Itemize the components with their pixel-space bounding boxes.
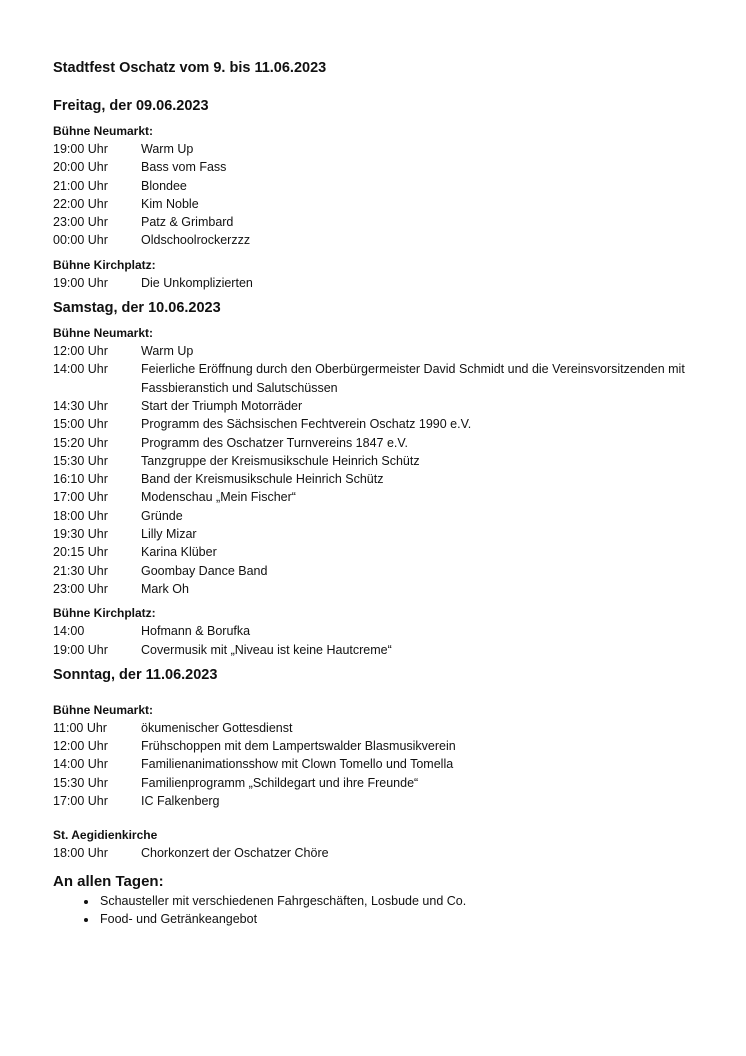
event-description: Modenschau „Mein Fischer“ bbox=[141, 490, 296, 505]
event-row bbox=[53, 737, 713, 755]
event-row bbox=[53, 140, 713, 158]
spacer bbox=[53, 817, 713, 827]
event-row bbox=[53, 195, 713, 213]
event-time: 15:20 Uhr bbox=[53, 435, 108, 450]
event-row bbox=[53, 562, 713, 580]
stage-block bbox=[53, 123, 713, 250]
event-row bbox=[53, 177, 713, 195]
event-time: 14:00 Uhr bbox=[53, 757, 108, 772]
event-time: 21:30 Uhr bbox=[53, 563, 108, 578]
event-time: 21:00 Uhr bbox=[53, 178, 108, 193]
event-time: 22:00 Uhr bbox=[53, 196, 108, 211]
event-time: 23:00 Uhr bbox=[53, 581, 108, 596]
event-description: Gründe bbox=[141, 508, 183, 523]
event-time: 19:00 Uhr bbox=[53, 275, 108, 290]
event-row bbox=[53, 488, 713, 506]
event-description: Patz & Grimbard bbox=[141, 215, 234, 230]
event-time: 20:15 Uhr bbox=[53, 545, 108, 560]
event-time: 23:00 Uhr bbox=[53, 215, 108, 230]
event-description: Band der Kreismusikschule Heinrich Schütz bbox=[141, 472, 384, 487]
stage-name: St. Aegidienkirche bbox=[53, 828, 158, 843]
event-row bbox=[53, 415, 713, 433]
event-row bbox=[53, 622, 713, 640]
event-row bbox=[53, 719, 713, 737]
event-time: 11:00 Uhr bbox=[53, 720, 107, 735]
event-row bbox=[53, 434, 713, 452]
event-row bbox=[53, 470, 713, 488]
event-description: Warm Up bbox=[141, 142, 194, 156]
event-row bbox=[53, 360, 713, 397]
event-time: 18:00 Uhr bbox=[53, 846, 108, 861]
event-row bbox=[53, 507, 713, 525]
event-description: Familienprogramm „Schildegart und ihre Freunde“ bbox=[141, 775, 419, 790]
event-time: 14:00 Uhr bbox=[53, 362, 108, 377]
spacer bbox=[53, 692, 713, 702]
event-row bbox=[53, 397, 713, 415]
event-row bbox=[53, 792, 713, 810]
document-page bbox=[53, 50, 713, 928]
day-heading: Freitag, der 09.06.2023 bbox=[53, 98, 209, 114]
event-row bbox=[53, 231, 713, 249]
event-row bbox=[53, 844, 713, 862]
stage-name: Bühne Kirchplatz: bbox=[53, 257, 156, 272]
event-description: Warm Up bbox=[141, 344, 194, 359]
event-time: 15:00 Uhr bbox=[53, 417, 108, 432]
event-time: 17:00 Uhr bbox=[53, 490, 108, 505]
event-description: Hofmann & Borufka bbox=[141, 624, 251, 639]
stage-name: Bühne Neumarkt: bbox=[53, 124, 154, 138]
event-time: 19:00 Uhr bbox=[53, 642, 108, 657]
event-time: 18:00 Uhr bbox=[53, 508, 108, 523]
event-row bbox=[53, 580, 713, 598]
event-description: Feierliche Eröffnung durch den Oberbürgermeister David Schmidt und die Vereinsvorsitzenden mit Fassbieranstich und Salutschüssen bbox=[141, 362, 685, 395]
event-row bbox=[53, 158, 713, 176]
event-time: 17:00 Uhr bbox=[53, 794, 108, 809]
event-time: 12:00 Uhr bbox=[53, 344, 108, 359]
event-description: Blondee bbox=[141, 178, 187, 193]
event-time: 19:00 Uhr bbox=[53, 142, 108, 156]
stage-name: Bühne Kirchplatz: bbox=[53, 606, 156, 621]
event-row bbox=[53, 641, 713, 659]
event-description: Lilly Mizar bbox=[141, 527, 197, 542]
event-time: 00:00 Uhr bbox=[53, 233, 108, 248]
event-row bbox=[53, 755, 713, 773]
event-description: Programm des Sächsischen Fechtverein Oschatz 1990 e.V. bbox=[141, 417, 472, 432]
day-section bbox=[53, 667, 713, 863]
all-days-list bbox=[53, 892, 713, 928]
event-description: Start der Triumph Motorräder bbox=[141, 398, 303, 413]
event-row bbox=[53, 213, 713, 231]
event-time: 14:00 bbox=[53, 624, 85, 639]
event-row bbox=[53, 274, 713, 292]
stage-block bbox=[53, 605, 713, 659]
event-description: Chorkonzert der Oschatzer Chöre bbox=[141, 846, 329, 861]
event-description: IC Falkenberg bbox=[141, 794, 220, 809]
event-description: Familienanimationsshow mit Clown Tomello und Tomella bbox=[141, 757, 454, 772]
event-description: Mark Oh bbox=[141, 581, 189, 596]
event-row bbox=[53, 342, 713, 360]
stage-block bbox=[53, 702, 713, 810]
event-description: Karina Klüber bbox=[141, 545, 217, 560]
event-time: 20:00 Uhr bbox=[53, 160, 108, 175]
all-days-item: • Schausteller mit verschiedenen Fahrgeschäften, Losbude und Co. bbox=[98, 892, 713, 910]
event-time: 15:30 Uhr bbox=[53, 775, 108, 790]
day-section bbox=[53, 98, 713, 292]
event-description: Covermusik mit „Niveau ist keine Hautcreme“ bbox=[141, 642, 392, 657]
event-time: 16:10 Uhr bbox=[53, 472, 108, 487]
event-time: 14:30 Uhr bbox=[53, 398, 108, 413]
event-time: 19:30 Uhr bbox=[53, 527, 108, 542]
event-row bbox=[53, 452, 713, 470]
document-title: Stadtfest Oschatz vom 9. bis 11.06.2023 bbox=[53, 60, 327, 76]
event-description: Programm des Oschatzer Turnvereins 1847 e.V. bbox=[141, 435, 409, 450]
event-description: ökumenischer Gottesdienst bbox=[141, 720, 293, 735]
stage-name: Bühne Neumarkt: bbox=[53, 702, 154, 717]
event-description: Oldschoolrockerzzz bbox=[141, 233, 251, 248]
event-description: Tanzgruppe der Kreismusikschule Heinrich Schütz bbox=[141, 453, 420, 468]
event-time: 15:30 Uhr bbox=[53, 453, 108, 468]
stage-name: Bühne Neumarkt: bbox=[53, 326, 154, 341]
day-heading: Sonntag, der 11.06.2023 bbox=[53, 666, 218, 683]
day-heading: Samstag, der 10.06.2023 bbox=[53, 300, 221, 317]
event-description: Die Unkomplizierten bbox=[141, 275, 253, 290]
event-time: 12:00 Uhr bbox=[53, 739, 108, 754]
event-row bbox=[53, 543, 713, 561]
event-row bbox=[53, 525, 713, 543]
event-description: Bass vom Fass bbox=[141, 160, 227, 175]
event-description: Kim Noble bbox=[141, 196, 199, 211]
stage-block bbox=[53, 325, 713, 598]
event-row bbox=[53, 774, 713, 792]
stage-block bbox=[53, 257, 713, 292]
all-days-heading: An allen Tagen: bbox=[53, 872, 164, 890]
stage-block bbox=[53, 827, 713, 862]
schedule-days bbox=[53, 98, 713, 863]
day-section bbox=[53, 300, 713, 659]
all-days-item: • Food- und Getränkeangebot bbox=[98, 910, 713, 928]
event-description: Frühschoppen mit dem Lampertswalder Blasmusikverein bbox=[141, 739, 456, 754]
event-description: Goombay Dance Band bbox=[141, 563, 268, 578]
